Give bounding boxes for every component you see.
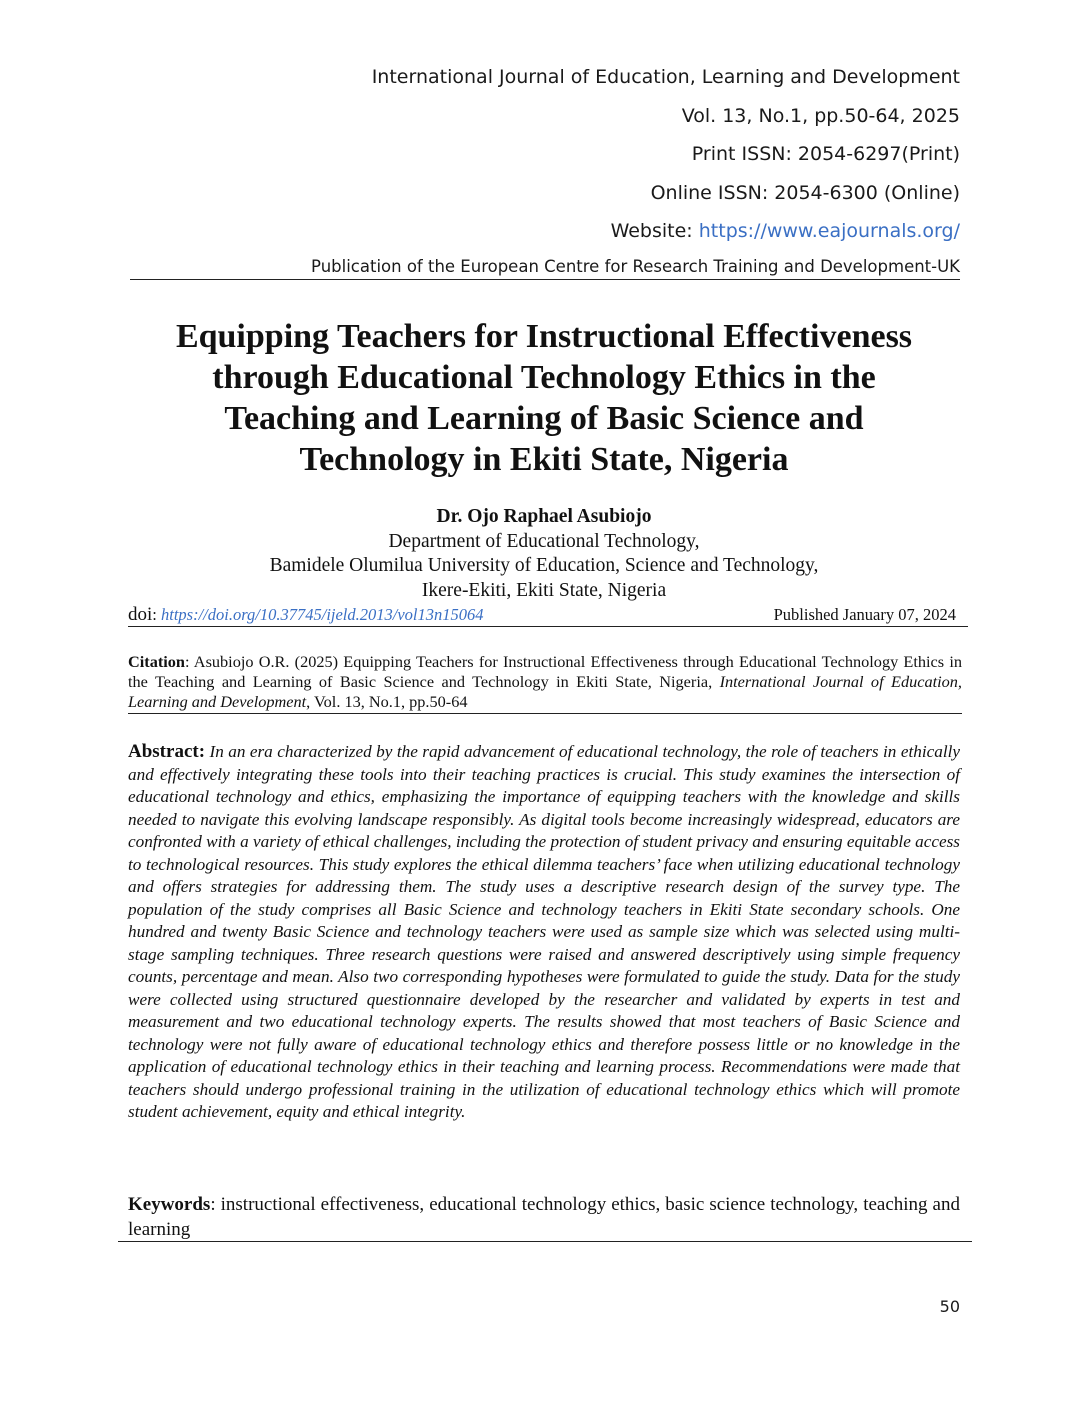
doi-row bbox=[128, 605, 968, 627]
website-label: Website: bbox=[610, 220, 699, 243]
website-link[interactable]: https://www.eajournals.org/ bbox=[698, 220, 960, 243]
volume-info: Vol. 13, No.1, pp.50-64, 2025 bbox=[681, 104, 960, 127]
citation bbox=[128, 652, 962, 714]
keywords-label: Keywords bbox=[128, 1194, 211, 1215]
author-location: Ikere-Ekiti, Ekiti State, Nigeria bbox=[421, 579, 667, 601]
doi-separator: : bbox=[152, 605, 161, 624]
journal-name: International Journal of Education, Learning and Development bbox=[371, 66, 960, 88]
abstract-label: Abstract: bbox=[128, 741, 206, 762]
page-number: 50 bbox=[939, 1297, 960, 1316]
keywords-text: : instructional effectiveness, educational technology ethics, basic science technology, teaching and learning bbox=[128, 1194, 960, 1240]
publisher-line: Publication of the European Centre for Research Training and Development-UK bbox=[130, 256, 960, 280]
doi-link[interactable]: https://doi.org/10.37745/ijeld.2013/vol13n15064 bbox=[161, 605, 484, 624]
citation-tail: , Vol. 13, No.1, pp.50-64 bbox=[306, 692, 468, 711]
citation-journal: International Journal of Education, Learning and Development bbox=[128, 672, 962, 711]
keywords bbox=[128, 1193, 960, 1242]
online-issn: Online ISSN: 2054-6300 (Online) bbox=[650, 181, 960, 204]
keywords-divider bbox=[118, 1241, 972, 1242]
title-line: Technology in Ekiti State, Nigeria bbox=[299, 441, 789, 478]
abstract-text: In an era characterized by the rapid advancement of educational technology, the role of teachers in ethically and effectively integrating these tools into their teaching practices is crucial. This study examines the intersection of educational technology and ethics, emphasizing the importance of equipping teachers with the knowledge and skills needed to navigate this evolving landscape responsibly. As digital tools become increasingly widespread, educators are confronted with a variety of ethical challenges, including the protection of student privacy and ensuring equitable access to technological resources. This study explores the ethical dilemma teachers’ face when utilizing educational technology and offers strategies for addressing them. The study uses a descriptive research design of the survey type. The population of the study comprises all Basic Science and technology teachers in Ekiti State secondary schools. One hundred and twenty Basic Science and technology teachers were used as sample size which was selected using multi-stage sampling techniques. Three research questions were raised and answered descriptively using simple frequency counts, percentage and mean. Also two corresponding hypotheses were formulated to guide the study. Data for the study were collected using structured questionnaire developed by the researcher and validated by experts in test and measurement and two educational technology experts. The results showed that most teachers of Basic Science and technology were not fully aware of educational technology ethics and therefore possess little or no knowledge in the application of educational technology ethics in their teaching and learning process. Recommendations were made that teachers should undergo professional training in the utilization of educational technology ethics which will promote student achievement, equity and ethical integrity. bbox=[128, 742, 961, 1121]
abstract bbox=[128, 741, 960, 1124]
author-name: Dr. Ojo Raphael Asubiojo bbox=[436, 506, 652, 527]
website-line bbox=[130, 216, 960, 255]
print-issn: Print ISSN: 2054-6297(Print) bbox=[691, 143, 960, 166]
citation-text: : Asubiojo O.R. (2025) Equipping Teachers for Instructional Effectiveness through Educational Technology Ethics in the Teaching and Learning of Basic Science and Technology in Ekiti State, Nigeria, bbox=[128, 652, 962, 691]
author-department: Department of Educational Technology, bbox=[388, 530, 700, 552]
title-line: Equipping Teachers for Instructional Effectiveness bbox=[175, 318, 913, 355]
doi-label: doi bbox=[128, 604, 153, 625]
title-line: Teaching and Learning of Basic Science and bbox=[224, 400, 864, 437]
author-institution: Bamidele Olumilua University of Education, Science and Technology, bbox=[269, 555, 819, 576]
published-date: Published January 07, 2024 bbox=[773, 605, 956, 624]
paper-title bbox=[110, 316, 978, 480]
journal-header bbox=[130, 62, 960, 255]
citation-label: Citation bbox=[128, 652, 185, 671]
title-line: through Educational Technology Ethics in the bbox=[212, 359, 876, 396]
author-block bbox=[130, 505, 958, 603]
